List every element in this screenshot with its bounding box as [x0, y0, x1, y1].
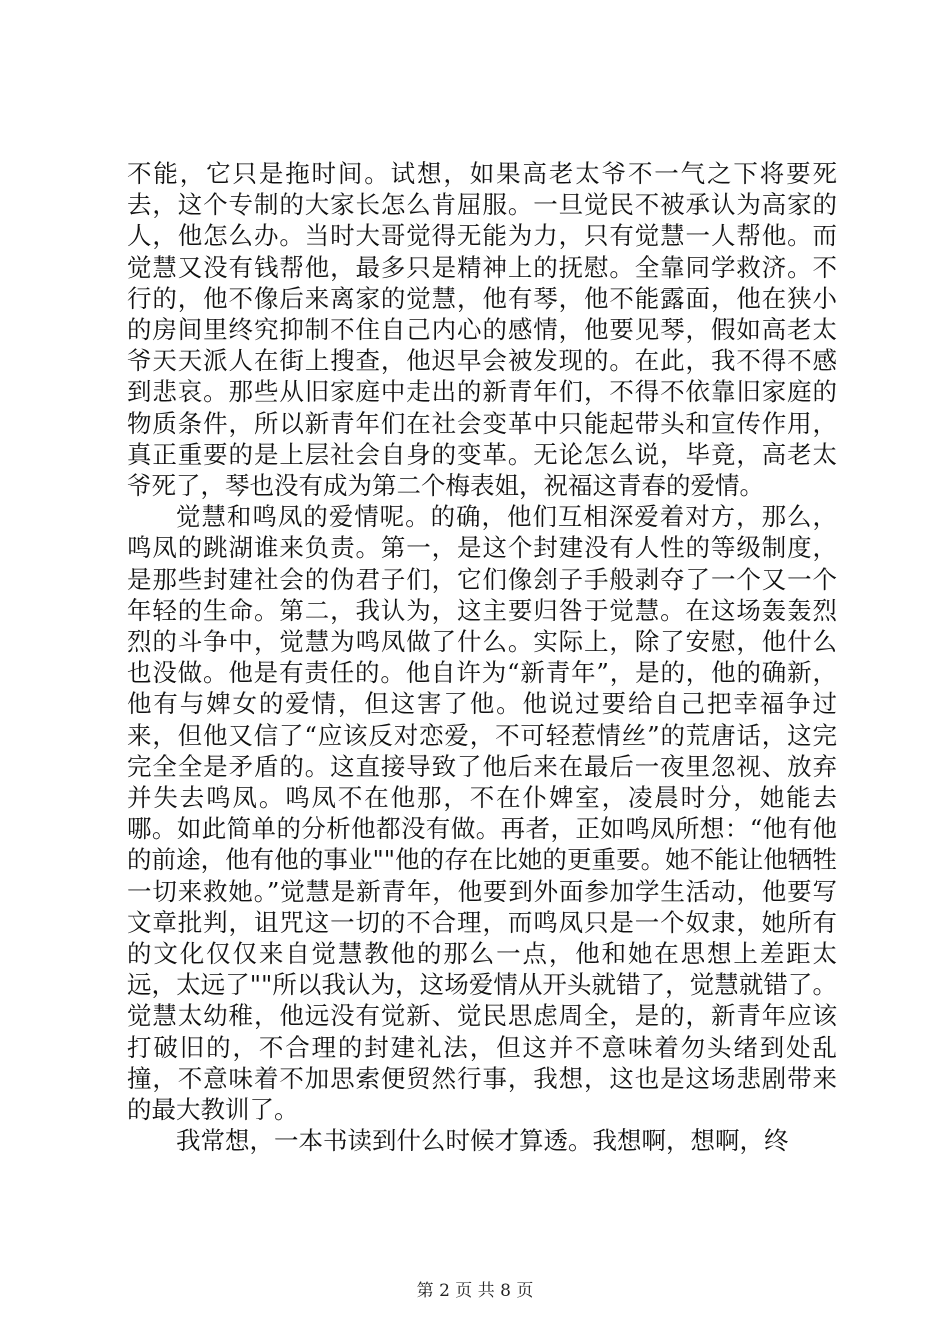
- page-number-footer: 第 2 页 共 8 页: [416, 1281, 534, 1301]
- paragraph-1: 不能，它只是拖时间。试想，如果高老太爷不一气之下将要死去，这个专制的大家长怎么肯屈服。一旦觉民不被承认为高家的人，他怎么办。当时大哥觉得无能为力，只有觉慧一人帮他。而觉慧又没有钱帮他，最多只是精神上的抚慰。全靠同学救济。不行的，他不像后来离家的觉慧，他有琴，他不能露面，他在狭小的房间里终究抑制不住自己内心的感情，他要见琴，假如高老太爷天天派人在街上搜查，他迟早会被发现的。在此，我不得不感到悲哀。那些从旧家庭中走出的新青年们，不得不依靠旧家庭的物质条件，所以新青年们在社会变革中只能起带头和宣传作用，真正重要的是上层社会自身的变革。无论怎么说，毕竟，高老太爷死了，琴也没有成为第二个梅表姐，祝福这青春的爱情。: [127, 159, 837, 501]
- paragraph-2: 觉慧和鸣凤的爱情呢。的确，他们互相深爱着对方，那么，鸣凤的跳湖谁来负责。第一，是这个封建没有人性的等级制度，是那些封建社会的伪君子们，它们像刽子手般剥夺了一个又一个年轻的生命。第二，我认为，这主要归咎于觉慧。在这场轰轰烈烈的斗争中，觉慧为鸣凤做了什么。实际上，除了安慰，他什么也没做。他是有责任的。他自许为“新青年”，是的，他的确新，他有与婢女的爱情，但这害了他。他说过要给自己把幸福争过来，但他又信了“应该反对恋爱，不可轻惹情丝”的荒唐话，这完完全全是矛盾的。这直接导致了他后来在最后一夜里忽视、放弃并失去鸣凤。鸣凤不在他那，不在仆婢室，凌晨时分，她能去哪。如此简单的分析他都没有做。再者，正如鸣凤所想：“他有他的前途，他有他的事业""他的存在比她的更重要。她不能让他牺牲一切来救她。”觉慧是新青年，他要到外面参加学生活动，他要写文章批判，诅咒这一切的不合理，而鸣凤只是一个奴隶，她所有的文化仅仅来自觉慧教他的那么一点，他和她在思想上差距太远，太远了""所以我认为，这场爱情从开头就错了，觉慧就错了。觉慧太幼稚，他远没有觉新、觉民思虑周全，是的，新青年应该打破旧的，不合理的封建礼法，但这并不意味着勿头绪到处乱撞，不意味着不加思索便贸然行事，我想，这也是这场悲剧带来的最大教训了。: [127, 502, 837, 1125]
- paragraph-3: 我常想，一本书读到什么时候才算透。我想啊，想啊，终: [176, 1126, 789, 1156]
- body-text: [127, 158, 837, 1157]
